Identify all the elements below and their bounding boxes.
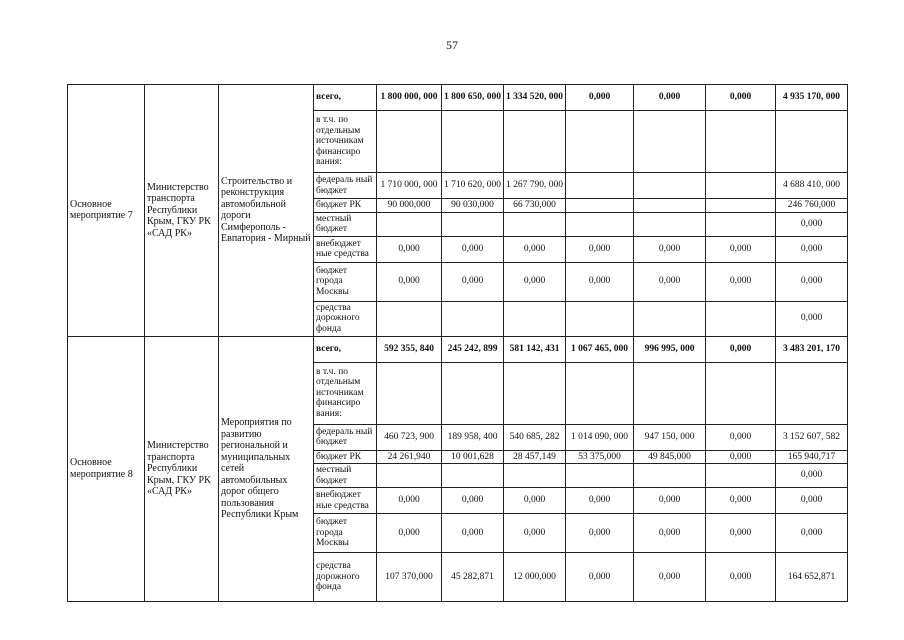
amount-cell (504, 301, 566, 336)
amount-cell (706, 464, 776, 488)
amount-cell: 0,000 (442, 236, 504, 262)
funding-table (67, 84, 848, 602)
funding-source-cell: бюджет города Москвы (314, 262, 377, 301)
amount-cell: 0,000 (566, 553, 634, 602)
amount-cell: 0,000 (776, 488, 848, 514)
amount-cell (634, 111, 706, 173)
amount-cell: 0,000 (706, 514, 776, 553)
executor-cell: Министерство транспорта Республики Крым, ГКУ РК «САД РК» (145, 85, 219, 337)
amount-cell: 0,000 (377, 514, 442, 553)
amount-cell (442, 111, 504, 173)
amount-cell: 947 150, 000 (634, 424, 706, 450)
amount-cell: 0,000 (634, 262, 706, 301)
amount-cell: 0,000 (634, 488, 706, 514)
amount-cell (377, 212, 442, 236)
amount-cell (706, 301, 776, 336)
amount-cell: 0,000 (377, 262, 442, 301)
amount-cell (442, 212, 504, 236)
amount-cell (776, 111, 848, 173)
amount-cell: 3 483 201, 170 (776, 336, 848, 362)
amount-cell (566, 212, 634, 236)
amount-cell: 460 723, 900 (377, 424, 442, 450)
amount-cell (706, 212, 776, 236)
amount-cell: 996 995, 000 (634, 336, 706, 362)
amount-cell (776, 362, 848, 424)
event-cell: Основное мероприятие 7 (68, 85, 145, 337)
funding-source-cell: бюджет РК (314, 199, 377, 213)
amount-cell (634, 362, 706, 424)
amount-cell: 49 845,000 (634, 450, 706, 464)
amount-cell: 4 935 170, 000 (776, 85, 848, 111)
amount-cell: 0,000 (377, 488, 442, 514)
amount-cell (566, 464, 634, 488)
amount-cell: 0,000 (566, 236, 634, 262)
amount-cell (566, 199, 634, 213)
amount-cell: 0,000 (776, 236, 848, 262)
amount-cell: 1 800 650, 000 (442, 85, 504, 111)
event-cell: Основное мероприятие 8 (68, 336, 145, 602)
amount-cell: 0,000 (442, 488, 504, 514)
amount-cell: 0,000 (706, 424, 776, 450)
amount-cell (504, 212, 566, 236)
amount-cell (706, 362, 776, 424)
funding-source-cell: в т.ч. по отдельным источникам финансиро вания: (314, 362, 377, 424)
amount-cell: 24 261,940 (377, 450, 442, 464)
amount-cell (377, 362, 442, 424)
amount-cell: 0,000 (706, 262, 776, 301)
amount-cell: 0,000 (442, 262, 504, 301)
amount-cell: 66 730,000 (504, 199, 566, 213)
amount-cell: 540 685, 282 (504, 424, 566, 450)
amount-cell: 0,000 (634, 514, 706, 553)
amount-cell: 592 355, 840 (377, 336, 442, 362)
amount-cell: 107 370,000 (377, 553, 442, 602)
amount-cell: 246 760,000 (776, 199, 848, 213)
page-number: 57 (446, 38, 458, 52)
amount-cell: 1 800 000, 000 (377, 85, 442, 111)
amount-cell: 1 710 620, 000 (442, 173, 504, 199)
amount-cell (706, 199, 776, 213)
amount-cell: 0,000 (776, 262, 848, 301)
amount-cell (634, 212, 706, 236)
funding-source-cell: местный бюджет (314, 464, 377, 488)
amount-cell: 245 242, 899 (442, 336, 504, 362)
amount-cell: 1 334 520, 000 (504, 85, 566, 111)
amount-cell: 53 375,000 (566, 450, 634, 464)
table-row (68, 85, 848, 111)
amount-cell (566, 362, 634, 424)
amount-cell: 0,000 (706, 236, 776, 262)
amount-cell: 1 710 000, 000 (377, 173, 442, 199)
table-row (68, 336, 848, 362)
amount-cell: 0,000 (776, 514, 848, 553)
title-cell: Строительство и реконструкция автомобильной дороги Симферополь - Евпатория - Мирный (219, 85, 314, 337)
amount-cell (706, 111, 776, 173)
amount-cell: 0,000 (566, 85, 634, 111)
amount-cell: 0,000 (776, 212, 848, 236)
funding-source-cell: местный бюджет (314, 212, 377, 236)
title-cell: Мероприятия по развитию региональной и муниципальных сетей автомобильных дорог общего пользования Республики Крым (219, 336, 314, 602)
funding-source-cell: в т.ч. по отдельным источникам финансиро вания: (314, 111, 377, 173)
amount-cell: 0,000 (706, 553, 776, 602)
amount-cell: 0,000 (504, 514, 566, 553)
amount-cell: 189 958, 400 (442, 424, 504, 450)
amount-cell: 1 267 790, 000 (504, 173, 566, 199)
amount-cell: 0,000 (706, 488, 776, 514)
funding-source-cell: бюджет РК (314, 450, 377, 464)
funding-source-cell: средства дорожного фонда (314, 553, 377, 602)
amount-cell: 0,000 (706, 336, 776, 362)
amount-cell: 0,000 (442, 514, 504, 553)
amount-cell: 0,000 (504, 236, 566, 262)
amount-cell: 45 282,871 (442, 553, 504, 602)
amount-cell (442, 301, 504, 336)
amount-cell (442, 362, 504, 424)
amount-cell: 0,000 (504, 262, 566, 301)
amount-cell: 0,000 (776, 301, 848, 336)
amount-cell (566, 173, 634, 199)
amount-cell: 90 000,000 (377, 199, 442, 213)
amount-cell (634, 301, 706, 336)
funding-source-cell: всего, (314, 336, 377, 362)
amount-cell: 0,000 (566, 514, 634, 553)
amount-cell: 165 940,717 (776, 450, 848, 464)
amount-cell: 0,000 (634, 236, 706, 262)
funding-source-cell: внебюджет ные средства (314, 488, 377, 514)
amount-cell (377, 301, 442, 336)
amount-cell: 28 457,149 (504, 450, 566, 464)
amount-cell: 0,000 (566, 262, 634, 301)
amount-cell: 0,000 (634, 85, 706, 111)
amount-cell (634, 464, 706, 488)
funding-source-cell: всего, (314, 85, 377, 111)
amount-cell: 581 142, 431 (504, 336, 566, 362)
amount-cell (504, 464, 566, 488)
amount-cell: 0,000 (504, 488, 566, 514)
amount-cell: 1 014 090, 000 (566, 424, 634, 450)
amount-cell: 1 067 465, 000 (566, 336, 634, 362)
funding-source-cell: средства дорожного фонда (314, 301, 377, 336)
amount-cell: 90 030,000 (442, 199, 504, 213)
amount-cell (442, 464, 504, 488)
amount-cell: 0,000 (377, 236, 442, 262)
amount-cell (634, 173, 706, 199)
amount-cell (504, 111, 566, 173)
amount-cell: 0,000 (706, 85, 776, 111)
amount-cell: 164 652,871 (776, 553, 848, 602)
amount-cell (706, 173, 776, 199)
executor-cell: Министерство транспорта Республики Крым, ГКУ РК «САД РК» (145, 336, 219, 602)
funding-source-cell: федераль ный бюджет (314, 424, 377, 450)
funding-source-cell: бюджет города Москвы (314, 514, 377, 553)
amount-cell (566, 301, 634, 336)
amount-cell: 10 001,628 (442, 450, 504, 464)
funding-source-cell: федераль ный бюджет (314, 173, 377, 199)
funding-source-cell: внебюджет ные средства (314, 236, 377, 262)
amount-cell: 0,000 (566, 488, 634, 514)
amount-cell (377, 111, 442, 173)
amount-cell: 4 688 410, 000 (776, 173, 848, 199)
amount-cell: 3 152 607, 582 (776, 424, 848, 450)
amount-cell (377, 464, 442, 488)
amount-cell: 0,000 (706, 450, 776, 464)
amount-cell (504, 362, 566, 424)
amount-cell: 12 000,000 (504, 553, 566, 602)
amount-cell (566, 111, 634, 173)
amount-cell: 0,000 (776, 464, 848, 488)
amount-cell (634, 199, 706, 213)
amount-cell: 0,000 (634, 553, 706, 602)
